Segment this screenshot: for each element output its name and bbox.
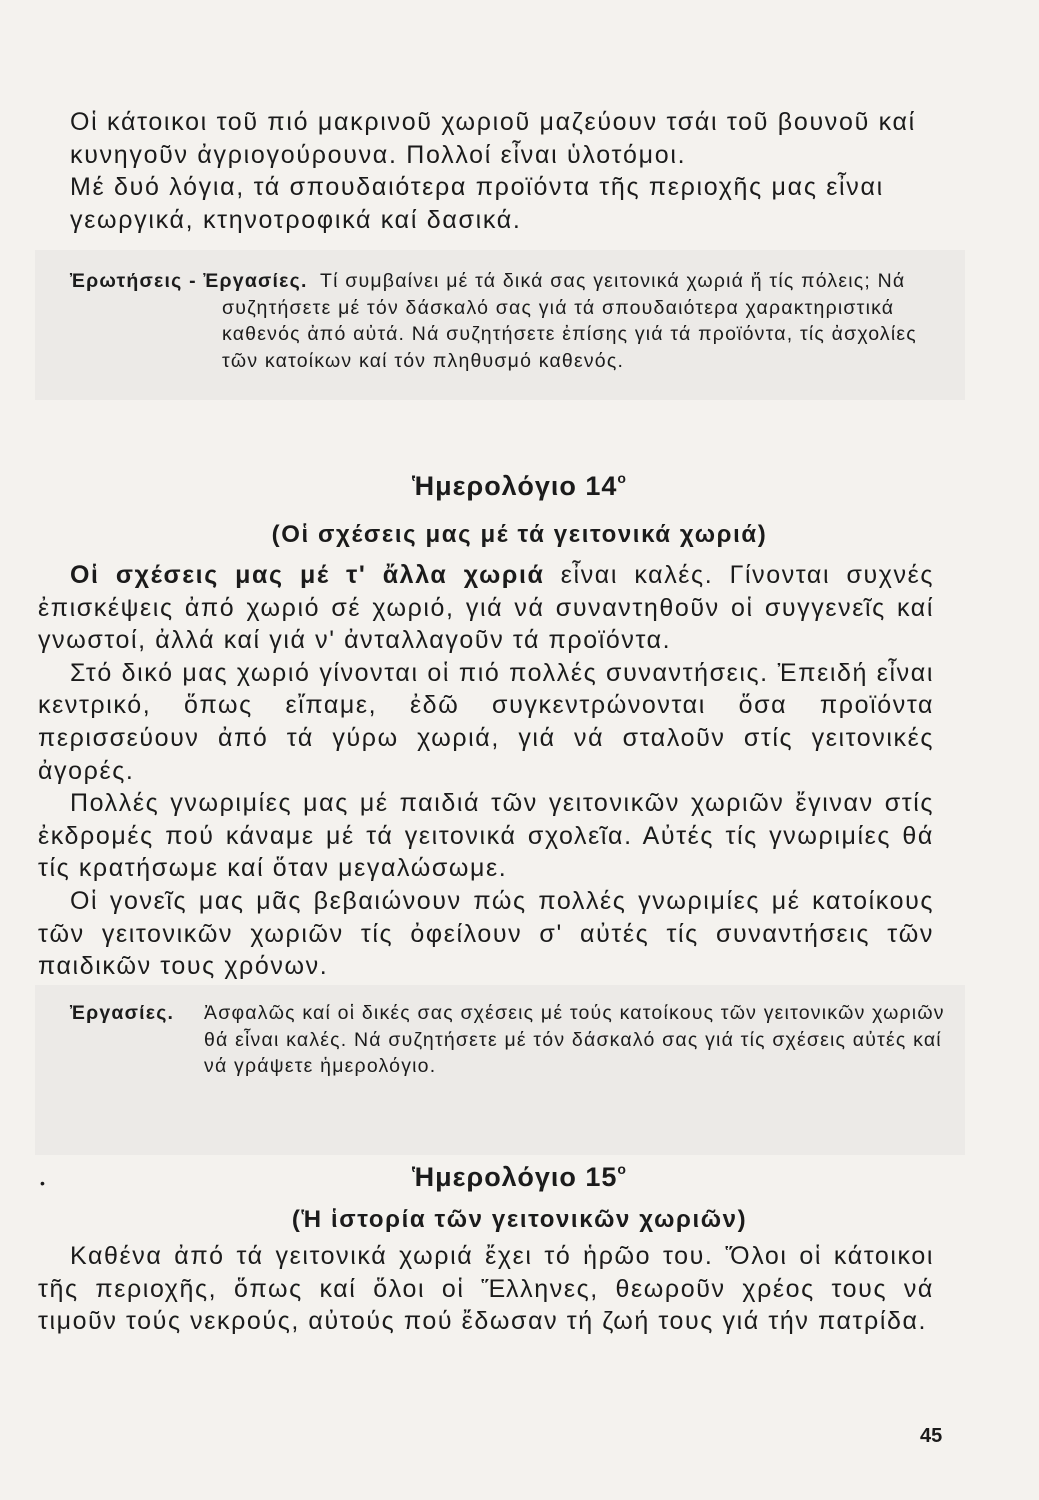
questions-block: [70, 268, 950, 374]
entry-14-paragraph-4: Οἱ γονεῖς μας μᾶς βεβαιώνουν πώς πολλές γνωριμίες μέ κατοίκους τῶν γειτονικῶν χωριῶν τίς ὀφείλουν σ' αὐτές τίς συναντήσεις τῶν παιδικῶν τους χρόνων.: [38, 886, 934, 981]
entry-15-title: Ἡμερολόγιο $15^o$: [412, 1161, 627, 1192]
entry-14-body: [38, 559, 934, 983]
intro-text: [70, 106, 950, 236]
page-number: 45: [920, 1425, 943, 1447]
intro-paragraph-1: Οἱ κάτοικοι τοῦ πιό μακρινοῦ χωριοῦ μαζεύουν τσάι τοῦ βουνοῦ καί κυνηγοῦν ἀγριογούρουνα. Πολλοί εἶναι ὑλοτόμοι.: [70, 108, 916, 169]
entry-14-subtitle: (Οἱ σχέσεις μας μέ τά γειτονικά χωριά): [271, 521, 768, 548]
questions-label: Ἐρωτήσεις - Ἐργασίες.: [70, 270, 308, 292]
entry-14-paragraph-1: Οἱ σχέσεις μας μέ τ' ἄλλα χωριά εἶναι καλές. Γίνονται συχνές ἐπισκέψεις ἀπό χωριό σέ χωριό, γιά νά συναντηθοῦν οἱ συγγενεῖς καί γνωστοί, ἀλλά καί γιά ν' ἀνταλλαγοῦν τά προϊόντα.: [38, 561, 934, 655]
tasks-label: Ἐργασίες.: [70, 1002, 175, 1024]
entry-14-paragraph-2: Στό δικό μας χωριό γίνονται οἱ πιό πολλές συναντήσεις. Ἐπειδή εἶναι κεντρικό, ὅπως εἴπαμε, ἐδῶ συγκεντρώνονται ὅσα προϊόντα περισσεύουν ἀπό τά γύρω χωριά, γιά νά σταλοῦν στίς γειτονικές ἀγορές.: [38, 658, 934, 785]
entry-15-paragraph-1: Καθένα ἀπό τά γειτονικά χωριά ἔχει τό ἡρῶο του. Ὅλοι οἱ κάτοικοι τῆς περιοχῆς, ὅπως καί ὅλοι οἱ Ἕλληνες, θεωροῦν χρέος τους νά τιμοῦν τούς νεκρούς, αὐτούς πού ἔδωσαν τή ζωή τους γιά τήν πατρίδα.: [38, 1242, 934, 1336]
entry-14-title: Ἡμερολόγιο $14^o$: [412, 470, 627, 501]
entry-15-body: [38, 1240, 934, 1338]
entry-14-paragraph-3: Πολλές γνωριμίες μας μέ παιδιά τῶν γειτονικῶν χωριῶν ἔγιναν στίς ἐκδρομές πού κάναμε μέ τά γειτονικά σχολεῖα. Αὐτές τίς γνωριμίες θά τίς κρατήσωμε καί ὅταν μεγαλώσωμε.: [38, 789, 934, 883]
tasks-text: Ἀσφαλῶς καί οἱ δικές σας σχέσεις μέ τούς κατοίκους τῶν γειτονικῶν χωριῶν θά εἶναι καλές. Νά συζητήσετε μέ τόν δάσκαλό σας γιά τίς σχέσεις αὐτές καί νά γράψετε ἡμερολόγιο.: [204, 1002, 945, 1077]
intro-paragraph-2: Μέ δυό λόγια, τά σπουδαιότερα προϊόντα τῆς περιοχῆς μας εἶναι γεωργικά, κτηνοτροφικά καί δασικά.: [70, 173, 884, 234]
stray-bullet: •: [40, 1175, 45, 1191]
questions-text: Τί συμβαίνει μέ τά δικά σας γειτονικά χωριά ἤ τίς πόλεις; Νά συζητήσετε μέ τόν δάσκαλό σας γιά τά σπουδαιότερα χαρακτηριστικά καθενός ἀπό αὐτά. Νά συζητήσετε ἐπίσης γιά τά προϊόντα, τίς ἀσχολίες τῶν κατοίκων καί τόν πληθυσμό καθενός.: [222, 270, 917, 372]
tasks-block: [70, 1000, 950, 1080]
entry-15-ordinal: ο: [617, 1161, 627, 1177]
entry-14-bold-phrase: Οἱ σχέσεις μας μέ τ' ἄλλα χωριά: [70, 561, 545, 589]
entry-14-ordinal: ο: [617, 470, 627, 486]
entry-15-subtitle: (Ἡ ἱστορία τῶν γειτονικῶν χωριῶν): [291, 1206, 748, 1233]
